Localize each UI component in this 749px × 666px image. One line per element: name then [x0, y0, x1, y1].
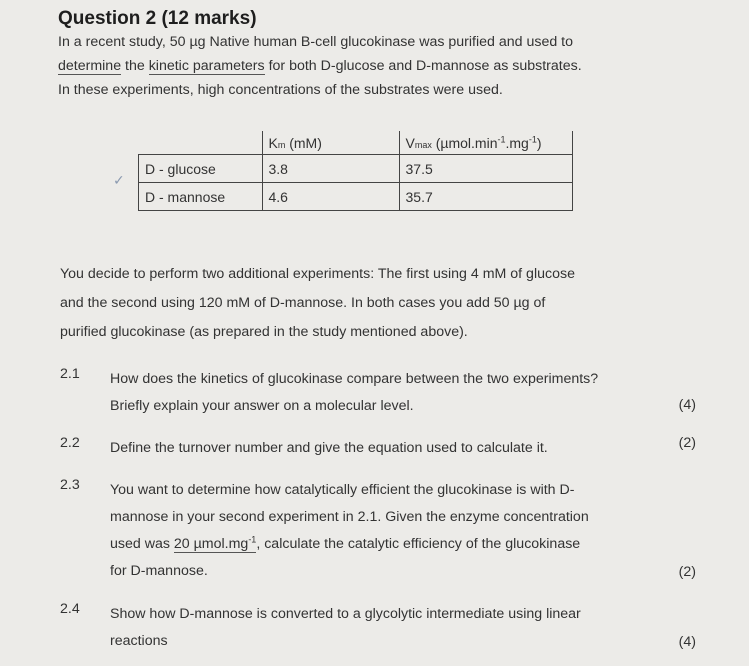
- question-line: Show how D-mannose is converted to a glycolytic intermediate using linear: [110, 606, 581, 622]
- intro-text: the: [121, 58, 149, 74]
- table-row: [139, 183, 573, 211]
- intro-underlined-determine: determine: [58, 58, 122, 74]
- question-number: 2.2: [60, 435, 80, 451]
- intro-text: for both D-glucose and D-mannose as substrates.: [264, 58, 582, 74]
- table-corner-cell: [139, 131, 263, 155]
- question-number: 2.1: [60, 366, 80, 382]
- table-header-row: [139, 131, 573, 155]
- question-marks: (4): [678, 634, 696, 650]
- kinetics-table: [138, 131, 573, 211]
- km-header: [262, 131, 399, 155]
- km-cell: 4.6: [262, 183, 399, 211]
- question-number: 2.3: [60, 477, 80, 493]
- vmax-unit: (µmol.min: [431, 134, 498, 151]
- substrate-cell: D - glucose: [139, 155, 263, 183]
- question-line-text: used was: [110, 536, 174, 552]
- question-text: [110, 366, 690, 420]
- question-marks: (2): [678, 435, 696, 451]
- question-line: Briefly explain your answer on a molecular level.: [110, 398, 414, 414]
- intro-line-3: In these experiments, high concentrations of the substrates were used.: [58, 82, 503, 98]
- question-line: Define the turnover number and give the equation used to calculate it.: [110, 440, 548, 456]
- km-symbol: K: [268, 134, 278, 151]
- experiment-line-2: and the second using 120 mM of D-mannose. In both cases you add 50 µg of: [60, 295, 546, 311]
- question-line: You want to determine how catalytically efficient the glucokinase is with D-: [110, 482, 575, 498]
- question-line: [110, 504, 690, 531]
- intro-line-2: [58, 54, 698, 78]
- km-cell: 3.8: [262, 155, 399, 183]
- concentration-text: 20 µmol.mg: [173, 536, 249, 552]
- experiment-line-1: You decide to perform two additional experiments: The first using 4 mM of glucose: [60, 266, 575, 282]
- intro-paragraph: [58, 30, 698, 102]
- question-title: Question 2 (12 marks): [58, 8, 257, 29]
- vmax-symbol: V: [405, 134, 415, 151]
- vmax-cell: 35.7: [399, 183, 572, 211]
- question-text: [110, 601, 690, 655]
- check-mark-icon: ✓: [113, 172, 125, 188]
- question-line: for D-mannose.: [110, 563, 208, 579]
- question-marks: (2): [678, 564, 696, 580]
- experiment-paragraph: [60, 260, 700, 347]
- question-line: How does the kinetics of glucokinase compare between the two experiments?: [110, 371, 599, 387]
- vmax-header: [399, 131, 572, 155]
- concentration-superscript: -1: [248, 534, 257, 545]
- vmax-unit: .mg: [505, 134, 529, 151]
- question-line: reactions: [110, 633, 168, 649]
- question-text: [110, 435, 690, 462]
- question-text: [110, 477, 690, 585]
- vmax-superscript: -1: [528, 133, 537, 144]
- table-row: [139, 155, 573, 183]
- experiment-line-3: purified glucokinase (as prepared in the study mentioned above).: [60, 324, 468, 340]
- question-marks: (4): [678, 397, 696, 413]
- vmax-unit: ): [536, 134, 542, 151]
- vmax-superscript: -1: [497, 133, 506, 144]
- vmax-subscript: max: [414, 139, 432, 150]
- question-line-text: mannose in your second experiment in 2.1. Given the enzyme concentration: [110, 509, 589, 525]
- intro-line-1: In a recent study, 50 µg Native human B-cell glucokinase was purified and used to: [58, 34, 574, 50]
- question-line: [110, 531, 690, 558]
- km-subscript: m: [277, 139, 286, 150]
- km-unit: (mM): [285, 134, 322, 151]
- question-line-text: , calculate the catalytic efficiency of the glucokinase: [256, 536, 581, 552]
- intro-underlined-kinetic-parameters: kinetic parameters: [148, 58, 265, 74]
- question-number: 2.4: [60, 601, 80, 617]
- enzyme-concentration-value: [174, 536, 256, 553]
- vmax-cell: 37.5: [399, 155, 572, 183]
- substrate-cell: D - mannose: [139, 183, 263, 211]
